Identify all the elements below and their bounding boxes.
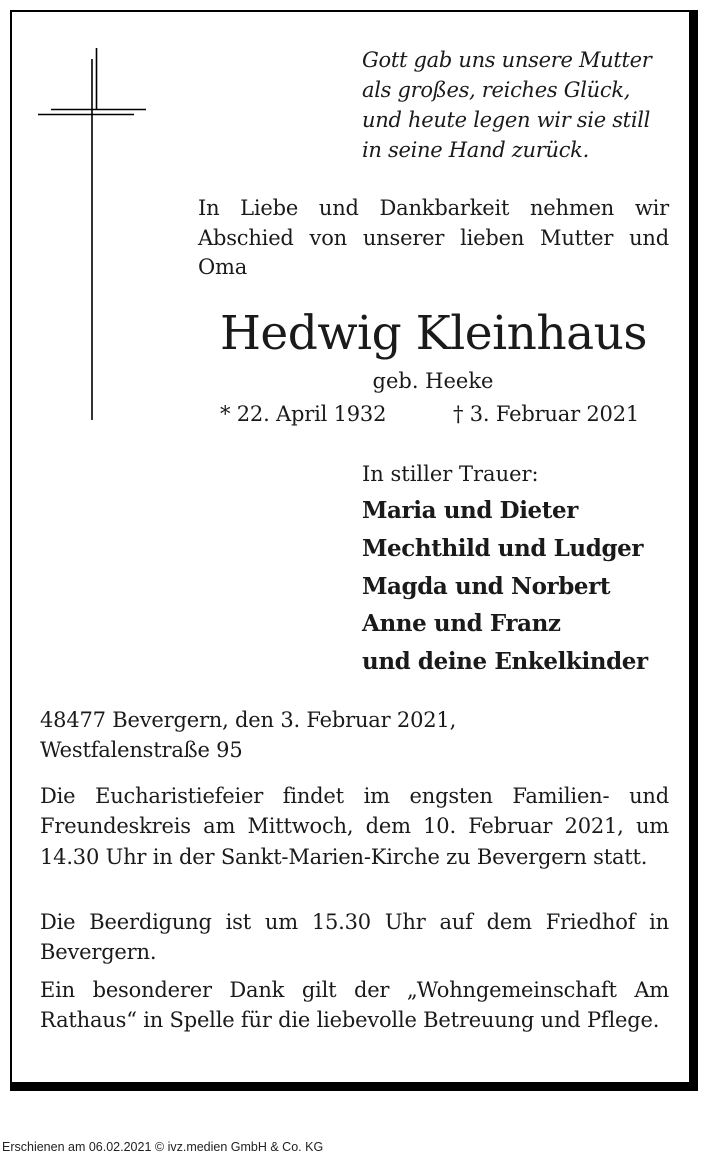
maiden-name: geb. Heeke [372, 369, 494, 393]
cross-icon [38, 48, 146, 420]
poem-line: in seine Hand zurück. [362, 138, 589, 162]
mourner-entry: und deine Enkelkinder [362, 648, 648, 676]
deceased-name: Hedwig Kleinhaus [219, 306, 648, 361]
thanks-note: Ein besonderer Dank gilt der „Wohngemeinschaft Am Rathaus“ in Spelle für die liebevolle Betreuung und Pflege. [40, 978, 669, 1033]
poem-line: und heute legen wir sie still [362, 108, 651, 132]
poem [362, 45, 682, 165]
mass-info: Die Eucharistiefeier findet im engsten Familien- und Freundeskreis am Mittwoch, dem 10. Februar 2021, um 14.30 Uhr in der Sankt-Marien-Kirche zu Bevergern statt. [40, 784, 669, 869]
mourner-entry: Maria und Dieter [362, 497, 578, 524]
mourner-entry: Mechthild und Ludger [362, 534, 644, 562]
address: Westfalenstraße 95 [40, 738, 243, 762]
mourners-list [362, 492, 682, 681]
burial-info: Die Beerdigung ist um 15.30 Uhr auf dem Friedhof in Bevergern. [40, 910, 669, 965]
poem-line: Gott gab uns unsere Mutter [362, 48, 652, 72]
birth-date: * 22. April 1932 [220, 402, 387, 426]
place-date: 48477 Bevergern, den 3. Februar 2021, [40, 708, 457, 732]
mourner-entry: Anne und Franz [362, 610, 561, 638]
intro-text: In Liebe und Dankbarkeit nehmen wir Abschied von unserer lieben Mutter und Oma [198, 196, 669, 279]
publication-credit: Erschienen am 06.02.2021 © ivz.medien GmbH & Co. KG [2, 1140, 324, 1154]
death-date: † 3. Februar 2021 [453, 402, 640, 426]
poem-line: als großes, reiches Glück, [362, 78, 631, 102]
mourner-entry: Magda und Norbert [362, 572, 611, 600]
place-and-address [40, 705, 456, 765]
mourning-label: In stiller Trauer: [362, 462, 539, 486]
